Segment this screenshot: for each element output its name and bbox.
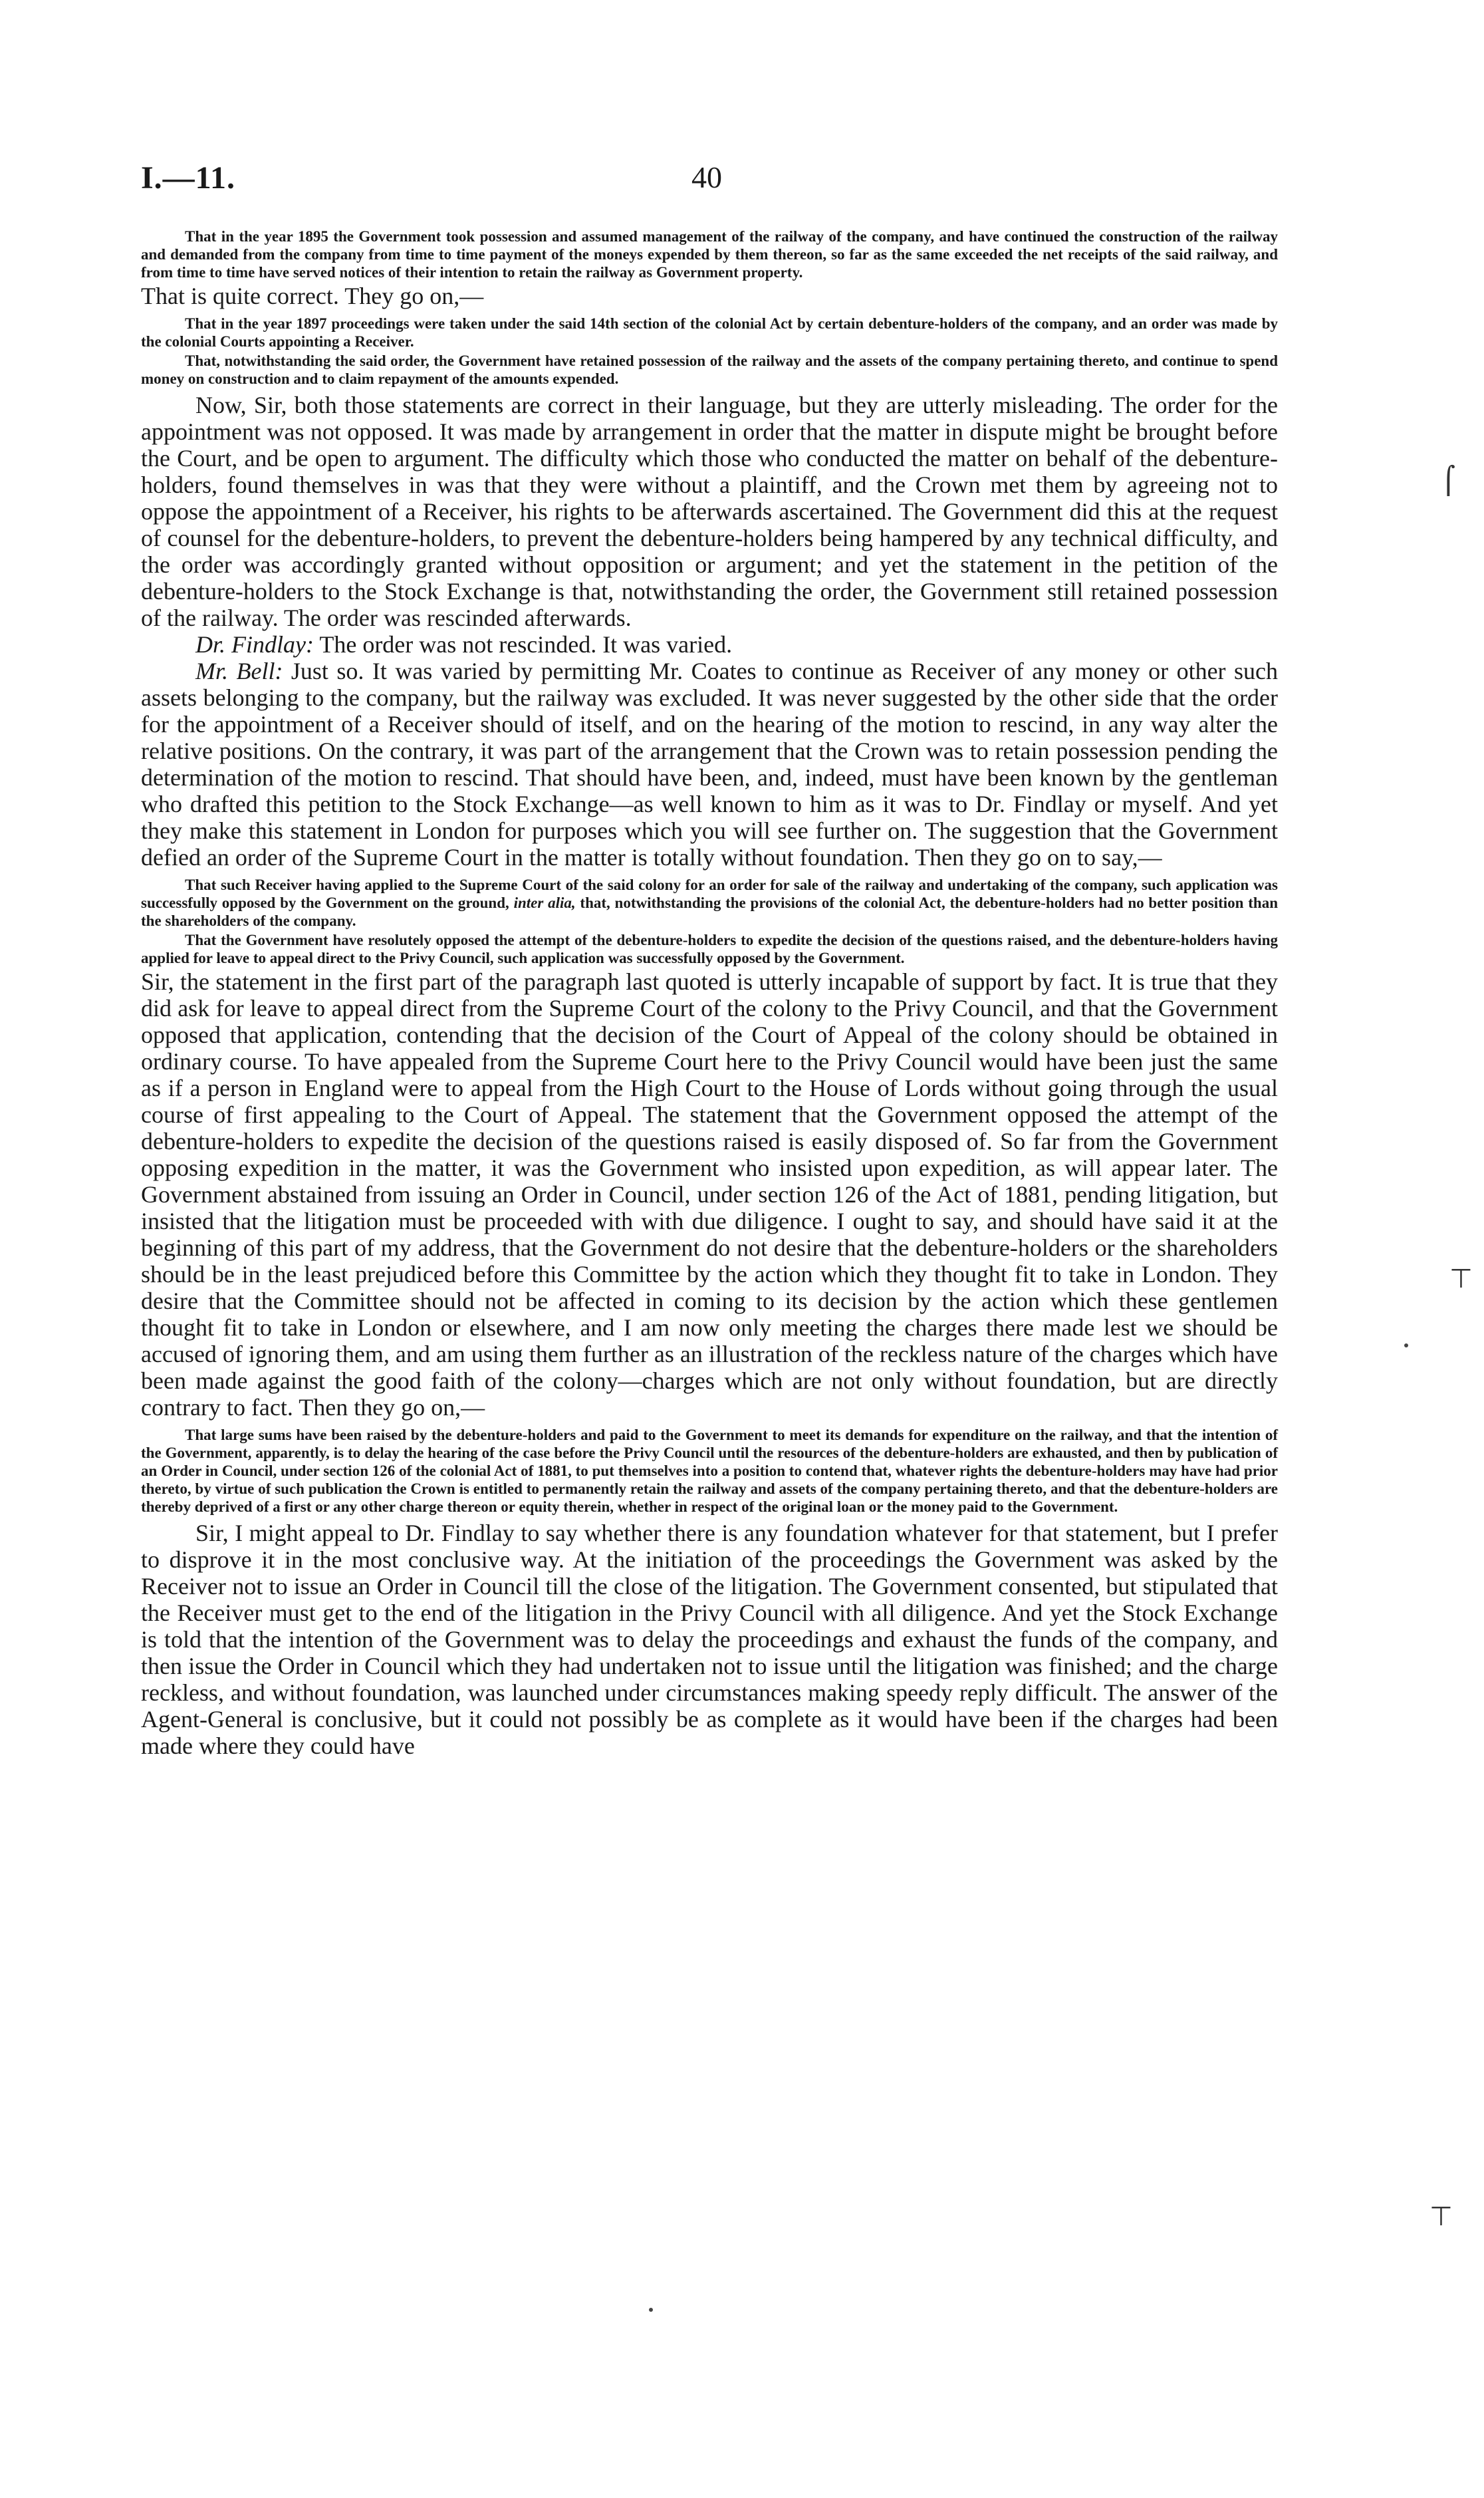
- speech-text: The order was not rescinded. It was varied.: [319, 631, 733, 658]
- speaker-name: Mr. Bell:: [195, 658, 283, 684]
- ink-dot: [1404, 1343, 1408, 1347]
- page-number: 40: [691, 160, 722, 194]
- quoted-petition-paragraph: That in the year 1895 the Government took possession and assumed management of the railway of the company, and have continued the construction of the railway and demanded from the company from time to time payment of the moneys expended by them thereon, so far as the same exceeded the net receipts of the said railway, and from time to time have served notices of their intention to retain the railway as Government property.: [141, 228, 1278, 281]
- body-paragraph: Sir, the statement in the first part of the paragraph last quoted is utterly incapable of support by fact. It is true that they did ask for leave to appeal direct from the Supreme Court of the colony to the Privy Council, and that the Government opposed that application, contending that the decision of the Court of Appeal of the colony should be obtained in ordinary course. To have appealed from the Supreme Court here to the Privy Council would have been just the same as if a person in England were to appeal from the High Court to the House of Lords without going through the usual course of first appealing to the Court of Appeal. The statement that the Government opposed the attempt of the debenture-holders to expedite the decision of the questions raised is easily disposed of. So far from the Government opposing expedition in the matter, it was the Government who insisted upon expedition, as will appear later. The Government abstained from issuing an Order in Council, under section 126 of the Act of 1881, pending litigation, but insisted that the litigation must be proceeded with with due diligence. I ought to say, and should have said it at the beginning of this part of my address, that the Government do not desire that the debenture-holders or the shareholders should be in the least prejudiced before this Committee by the action which they thought fit to take in London. They desire that the Committee should not be affected in coming to its decision by the action which these gentlemen thought fit to take in London or elsewhere, and I am now only meeting the charges there made lest we should be accused of ignoring them, and am using them further as an illustration of the reckless nature of the charges which have been made against the good faith of the colony—charges which are not only without foundation, but are directly contrary to fact. Then they go on,—: [141, 968, 1278, 1421]
- speech-paragraph: [141, 658, 1278, 871]
- margin-mark-icon: ⊤: [1429, 2201, 1453, 2232]
- latin-phrase: inter alia,: [513, 895, 576, 911]
- quoted-petition-paragraph: That large sums have been raised by the debenture-holders and paid to the Government to meet its demands for expenditure on the railway, and that the intention of the Government, apparently, is to delay the hearing of the case before the Privy Council until the resources of the debenture-holders are exhausted, and then by publication of an Order in Council, under section 126 of the colonial Act of 1881, to put themselves into a position to contend that, whatever rights the debenture-holders may have had prior thereto, by virtue of such publication the Crown is entitled to permanently retain the railway and assets of the company pertaining thereto, and that the debenture-holders are thereby deprived of a first or any other charge thereon or equity therein, whether in respect of the original loan or the money paid to the Government.: [141, 1427, 1278, 1515]
- quote-text: that, notwithstanding the provisions of the colonial Act, the debenture-holders had no better position than the shareholders of the company.: [141, 895, 1279, 929]
- speech-text: Just so. It was varied by permitting Mr. Coates to continue as Receiver of any money or other such assets belonging to the company, but the railway was excluded. It was never suggested by the other side that the order for the appointment of a Receiver should of itself, and on the hearing of the motion to rescind, in any way alter the relative positions. On the contrary, it was part of the arrangement that the Crown was to retain possession pending the determination of the motion to rescind. That should have been, and, indeed, must have been known by the gentleman who drafted this petition to the Stock Exchange—as well known to him as it was to Dr. Findlay or myself. And yet they make this statement in London for purposes which you will see further on. The suggestion that the Government defied an order of the Supreme Court in the matter is totally without foundation. Then they go on to say,—: [141, 658, 1278, 871]
- margin-mark-icon: ⊤: [1449, 1264, 1473, 1294]
- quoted-petition-paragraph: [141, 876, 1278, 930]
- margin-mark-icon: ⌠: [1441, 466, 1455, 496]
- ink-dot: [649, 2308, 653, 2312]
- body-paragraph: Now, Sir, both those statements are correct in their language, but they are utterly misleading. The order for the appointment was not opposed. It was made by arrangement in order that the matter in dispute might be brought before the Court, and be open to argument. The difficulty which those who conducted the matter on behalf of the debenture-holders, found themselves in was that they were without a plaintiff, and the Crown met them by agreeing not to oppose the appointment of a Receiver, his rights to be afterwards ascertained. The Government did this at the request of counsel for the debenture-holders, to prevent the debenture-holders being hampered by any technical difficulty, and the order was accordingly granted without opposition or argument; and yet the statement in the petition of the debenture-holders to the Stock Exchange is that, notwithstanding the order, the Government still retained possession of the railway. The order was rescinded afterwards.: [141, 392, 1278, 631]
- speech-paragraph: [141, 631, 1278, 658]
- document-body: [141, 227, 1278, 1759]
- quoted-petition-paragraph: That the Government have resolutely opposed the attempt of the debenture-holders to expedite the decision of the questions raised, and the debenture-holders having applied for leave to appeal direct to the Privy Council, such application was successfully opposed by the Government.: [141, 932, 1278, 966]
- quote-text: That such Receiver having applied to the Supreme Court of the said colony for an order for sale of the railway and undertaking of the company, such application was successfully opposed by the Government on the ground,: [141, 877, 1278, 911]
- quoted-petition-paragraph: That in the year 1897 proceedings were taken under the said 14th section of the colonial Act by certain debenture-holders of the company, and an order was made by the colonial Courts appointing a Receiver.: [141, 315, 1278, 350]
- paper-reference: I.—11.: [141, 160, 236, 196]
- quoted-petition-paragraph: That, notwithstanding the said order, the Government have retained possession of the railway and the assets of the company pertaining thereto, and continue to spend money on construction and to claim repayment of the amounts expended.: [141, 352, 1278, 387]
- body-paragraph: Sir, I might appeal to Dr. Findlay to say whether there is any foundation whatever for that statement, but I prefer to disprove it in the most conclusive way. At the initiation of the proceedings the Government was asked by the Receiver not to issue an Order in Council till the close of the litigation. The Government consented, but stipulated that the Receiver must get to the end of the litigation in the Privy Council with all diligence. And yet the Stock Exchange is told that the intention of the Government was to delay the proceedings and exhaust the funds of the company, and then issue the Order in Council which they had undertaken not to issue until the litigation was finished; and the charge reckless, and without foundation, was launched under circumstances making speedy reply difficult. The answer of the Agent-General is conclusive, but it could not possibly be as complete as it would have been if the charges had been made where they could have: [141, 1520, 1278, 1759]
- body-paragraph: That is quite correct. They go on,—: [141, 283, 484, 309]
- speaker-name: Dr. Findlay:: [195, 631, 314, 658]
